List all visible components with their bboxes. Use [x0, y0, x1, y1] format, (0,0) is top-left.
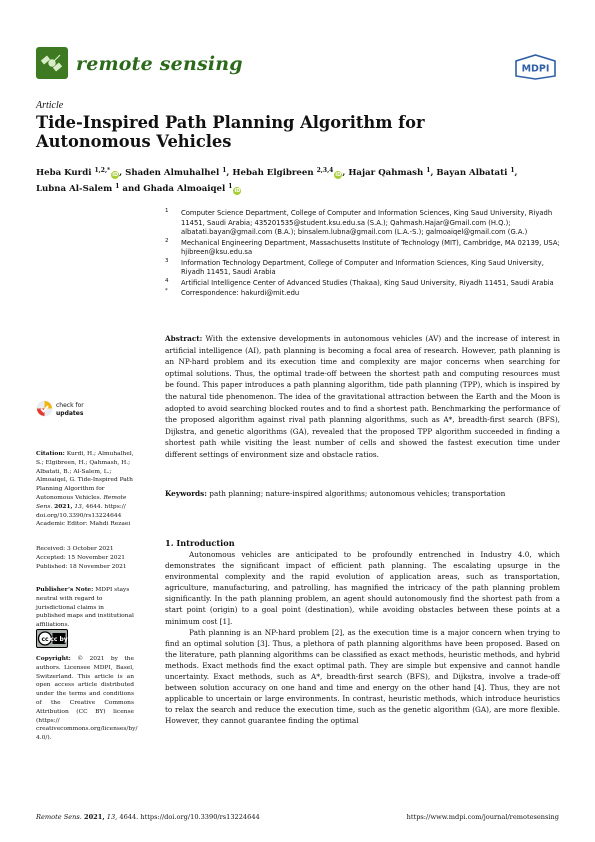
affiliation-item: 3 Information Technology Department, College of Computer and Information Sciences, King Saud University, Riyadh 11451, Saudi Arabia: [165, 257, 544, 276]
abstract-text: With the extensive developments in autonomous vehicles (AV) and the increase of interest in artificial intelligence (AI), path planning is becoming a focal area of research. However, path planning is an NP-hard problem and its execution time and complexity are major concerns when searching for optimal solutions. Thus, the optimal trade-off between the shortest path and computing resources must be found. This paper introduces a path planning algorithm, tide path planning (TPP), which is inspired by the natural tide phenomenon. The idea of the gravitational attraction between the Earth and the Moon is adopted to avoid searching blocked routes and to find a shortest path. Benchmarking the performance of the proposed algorithm against rival path planning algorithms, such as A*, breadth-first search (BFS), Dijkstra, and genetic algorithms (GA), revealed that the proposed TPP algorithm succeeded in finding a shortest path while visiting the least number of cells and showed the fastest execution time under different settings of environment size and obstacle ratios.: [165, 334, 560, 459]
journal-name: remote sensing: [76, 53, 243, 75]
svg-text:cc: cc: [41, 636, 49, 643]
article-type: Article: [36, 100, 64, 111]
author-conjunction: and: [122, 184, 141, 194]
check-updates-text: check for updates: [56, 402, 84, 417]
check-updates-button[interactable]: [36, 400, 106, 422]
introduction-body: [165, 549, 560, 727]
mdpi-logo-text: MDPI: [521, 63, 550, 75]
orcid-icon[interactable]: iD: [234, 188, 241, 194]
publishers-note: Publisher’s Note: MDPI stays neutral with regard to jurisdictional claims in published maps and institutional affiliations.: [36, 586, 134, 629]
author: Lubna Al-Salem $^1$: [36, 183, 120, 194]
footer-journal-link[interactable]: https://www.mdpi.com/journal/remotesensing: [406, 813, 559, 821]
affiliation-item: 2 Mechanical Engineering Department, Massachusetts Institute of Technology (MIT), Cambridge, MA 02139, USA; hjibreen@ksu.edu.sa: [165, 237, 560, 256]
journal-header: [36, 44, 559, 84]
affiliation-item: 4 Artificial Intelligence Center of Advanced Studies (Thakaa), King Saud University, Riyadh 11451, Saudi Arabia: [165, 277, 554, 287]
affiliation-item: * Correspondence: hakurdi@mit.edu: [165, 288, 300, 297]
affiliation-item: 1 Computer Science Department, College of Computer and Information Sciences, King Saud University, Riyadh 11451, Saudi Arabia; 435201535@student.ksu.edu.sa (S.A.); Qahmash.Hajar@Gmail.com (H.Q.); albatati.bayan@gmail.com (B.A.); binsalem.lubna@gmail.com (L.A.-S.); galmoaiqel@gmail.com (G.A.): [165, 208, 553, 236]
check-updates-icon: [36, 400, 53, 417]
author: Ghada Almoaiqel $^1$iD: [143, 183, 241, 194]
affiliations: [165, 209, 565, 300]
keywords-text: path planning; nature-inspired algorithms; autonomous vehicles; transportation: [209, 489, 506, 498]
author: Hajar Qahmash $^1$: [348, 167, 431, 178]
author: Bayan Albatati $^1$: [436, 167, 515, 178]
section-heading: 1. Introduction: [165, 538, 235, 548]
publication-dates: Received: 3 October 2021 Accepted: 15 November 2021 Published: 18 November 2021: [36, 546, 127, 570]
keywords-label: Keywords:: [165, 489, 207, 498]
abstract-label: Abstract:: [165, 334, 203, 343]
orcid-icon[interactable]: iD: [335, 172, 342, 178]
paragraph: Path planning is an NP-hard problem [2], as the execution time is a major concern when trying to find an optimal solution [3]. Thus, a plethora of path planning algorithms have been proposed. Based on the literature, path planning algorithms can be classified as exact methods, heuristic methods, and hybrid methods. Exact methods find the exact optimal path. They are simple but expensive and cannot handle uncertainty. Exact methods, such as A*, breadth-first search (BFS), and Dijkstra, involve a trade-off between solution accuracy on one hand and time and energy on the other hand [4]. Thus, they are not applicable to uncertain or large environments. In contrast, heuristic methods, which introduce heuristics to relax the search and reduce the execution time, such as the genetic algorithm (GA), are more flexible. However, they cannot guarantee finding the optimal: [165, 627, 560, 726]
satellite-logo-icon: [36, 47, 68, 79]
citation-box: Citation: Kurdi, H.; Almuhalhel, S.; Elgibreen, H.; Qahmash, H.; Albatati, B.; Al-Salem, L.; Almoaiqel, G. Tide-Inspired Path Planning Algorithm for Autonomous Vehicles. Remote Sens. 2021, 13, 4644. https:// doi.org/10.3390/rs13224644: [36, 450, 134, 519]
orcid-icon[interactable]: iD: [112, 172, 119, 178]
footer-citation: Remote Sens. 2021, 13, 4644. https://doi.org/10.3390/rs13224644: [36, 813, 260, 821]
paragraph: Autonomous vehicles are anticipated to be profoundly entrenched in Industry 4.0, which demonstrates the significant impact of efficient path planning. The escalating upsurge in the environmental complexity and the rapid evolution of application areas, such as transportation, agriculture, manufacturing, and patrolling, has magnified the intricacy of the path planning problem significantly. In the path planning problem, an agent should autonomously find the shortest path from a start point (origin) to a goal point (destination), while avoiding obstacles between these points at a minimum cost [1].: [165, 550, 560, 626]
paper-title: Tide-Inspired Path Planning Algorithm for Autonomous Vehicles: [36, 113, 425, 151]
author: Hebah Elgibreen $^{2,3,4}$iD: [232, 167, 342, 178]
cc-by-license-icon[interactable]: [36, 629, 68, 648]
cc-badge-text: cc by: [50, 636, 68, 643]
mdpi-logo-icon: [514, 54, 557, 80]
copyright-notice: Copyright: © 2021 by the authors. Licensee MDPI, Basel, Switzerland. This article is an open access article distributed under the terms and conditions of the Creative Commons Attribution (CC BY) license (https:// creativecommons.org/licenses/by/ 4.0/).: [36, 655, 138, 742]
abstract: [165, 333, 560, 461]
author: Heba Kurdi $^{1,2,*}$iD: [36, 167, 119, 178]
author: Shaden Almuhalhel $^1$: [125, 167, 227, 178]
academic-editor: Academic Editor: Mahdi Rezaei: [36, 521, 131, 527]
keywords: [165, 488, 560, 499]
author-list: Heba Kurdi $^{1,2,*}$iD, Shaden Almuhalhel $^1$, Hebah Elgibreen $^{2,3,4}$iD, Hajar Qahmash $^1$, Bayan Albatati $^1$, Lubna Al-Salem $^1$ and Ghada Almoaiqel $^1$iD: [36, 167, 518, 194]
